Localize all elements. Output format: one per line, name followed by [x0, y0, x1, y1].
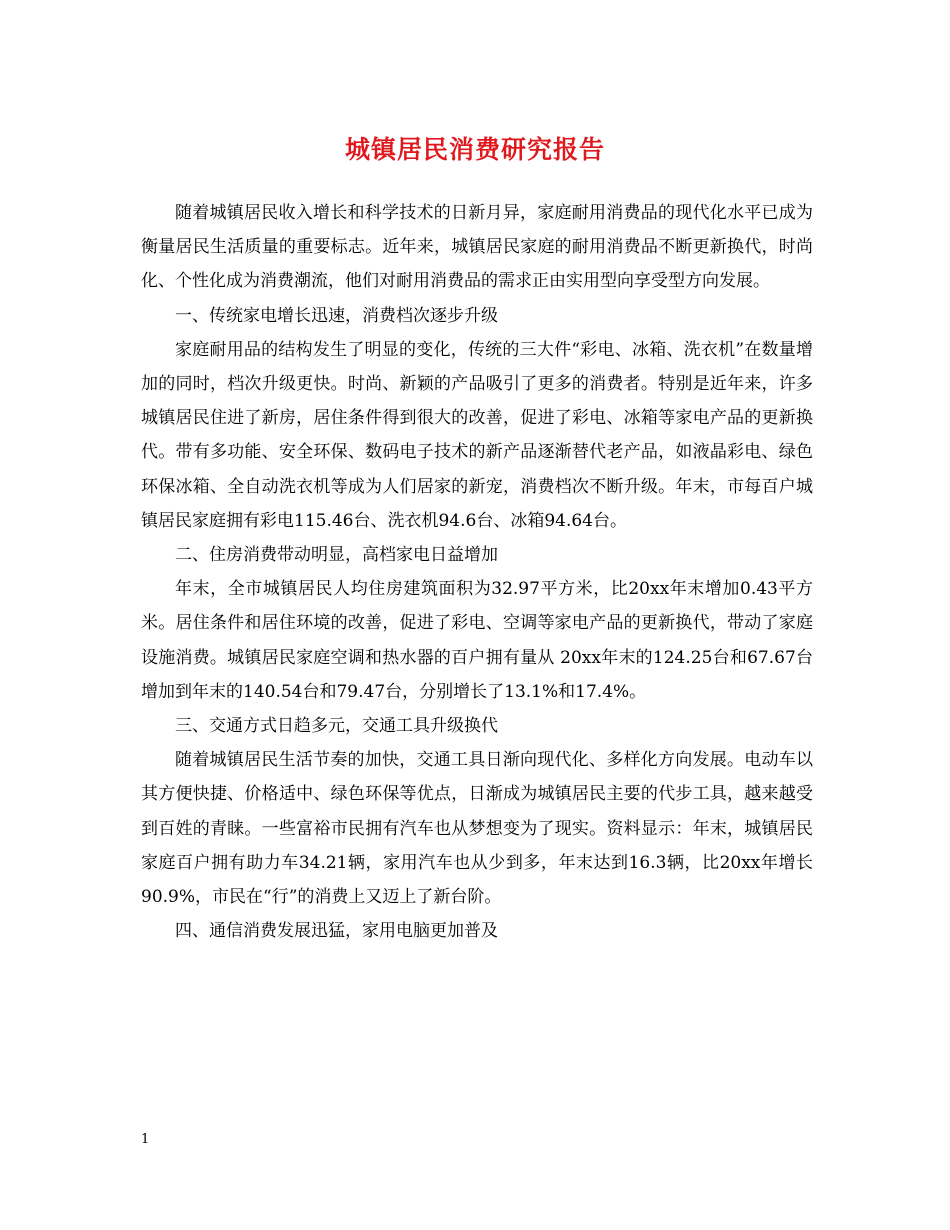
section-heading-1: 一、传统家电增长迅速，消费档次逐步升级 — [175, 305, 498, 326]
section-heading-4: 四、通信消费发展迅猛，家用电脑更加普及 — [175, 921, 498, 942]
section-paragraph-3: 随着城镇居民生活节奏的加快，交通工具日渐向现代化、多样化方向发展。电动车以其方便快捷、价格适中、绿色环保等优点，日渐成为城镇居民主要的代步工具，越来越受到百姓的青睐。一些富裕市民拥有汽车也从梦想变为了现实。资料显示：年末，城镇居民家庭百户拥有助力车34.21辆，家用汽车也从少到多，年末达到16.3辆，比20xx年增长90.9%，市民在“行”的消费上又迈上了新台阶。 — [141, 750, 813, 908]
section-heading-2: 二、住房消费带动明显，高档家电日益增加 — [175, 545, 498, 566]
page-number: 1 — [141, 1132, 150, 1147]
section-paragraph-2: 年末，全市城镇居民人均住房建筑面积为32.97平方米，比20xx年末增加0.43平方米。居住条件和居住环境的改善，促进了彩电、空调等家电产品的更新换代，带动了家庭设施消费。城镇居民家庭空调和热水器的百户拥有量从 20xx年末的124.25台和67.67台增加到年末的140.54台和79.47台，分别增长了13.1%和17.4%。 — [141, 579, 813, 702]
section-paragraph-1: 家庭耐用品的结构发生了明显的变化，传统的三大件“彩电、冰箱、洗衣机”在数量增加的同时，档次升级更快。时尚、新颖的产品吸引了更多的消费者。特别是近年来，许多城镇居民住进了新房，居住条件得到很大的改善，促进了彩电、冰箱等家电产品的更新换代。带有多功能、安全环保、数码电子技术的新产品逐渐替代老产品，如液晶彩电、绿色环保冰箱、全自动洗衣机等成为人们居家的新宠，消费档次不断升级。年末，市每百户城镇居民家庭拥有彩电115.46台、洗衣机94.6台、冰箱94.64台。 — [141, 339, 813, 531]
document-body — [141, 196, 813, 948]
intro-paragraph: 随着城镇居民收入增长和科学技术的日新月异，家庭耐用消费品的现代化水平已成为衡量居民生活质量的重要标志。近年来，城镇居民家庭的耐用消费品不断更新换代，时尚化、个性化成为消费潮流，他们对耐用消费品的需求正由实用型向享受型方向发展。 — [141, 203, 813, 292]
document-title: 城镇居民消费研究报告 — [344, 135, 605, 164]
section-heading-3: 三、交通方式日趋多元，交通工具升级换代 — [175, 716, 498, 737]
